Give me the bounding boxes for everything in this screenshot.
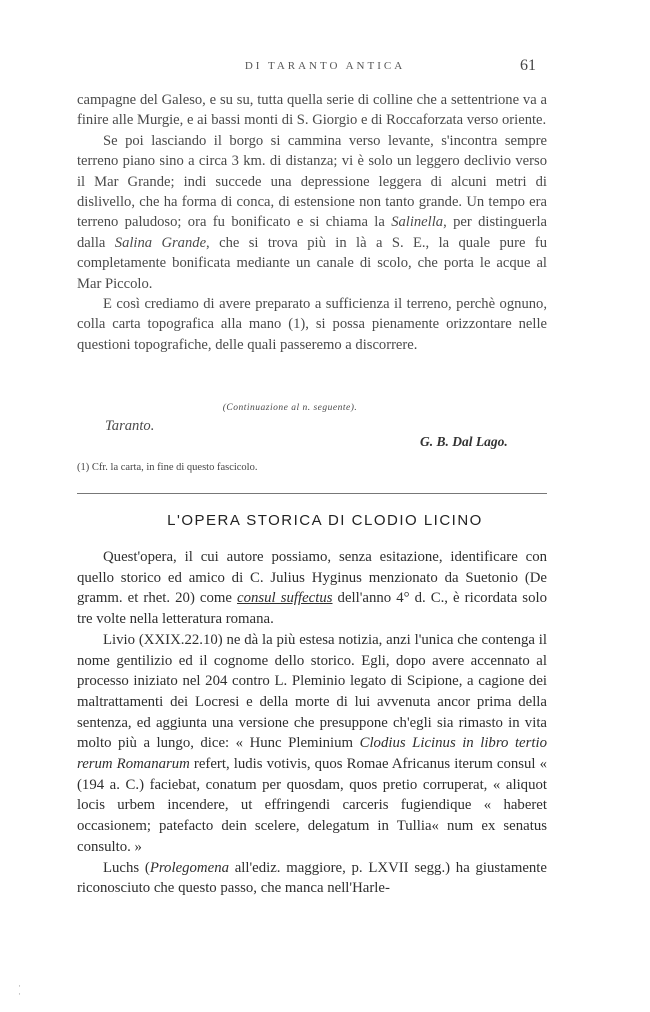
book-title: Prolegomena: [149, 859, 229, 876]
text-run: Livio (XXIX.22.10) ne dà la più estesa notizia, anzi l'unica che contenga il nome gentilizio ed il cognome dello storico. Egli, dopo avere accennato al processo iniziato nel 204 contro L. Pleminio legato di Scipione, a cagione dei maltrattamenti dei Locresi e della morte di lui avvenuta ancor prima della sentenza, ed aggiunta una versione che presuppone ch'egli sia rimasto in vita molto più a lungo, dice: « Hunc Pleminium: [77, 631, 547, 752]
text-run: all'ediz. maggiore, p. LXVII segg.) ha giustamente riconosciuto che questo passo, che manca nell'Harle-: [77, 859, 547, 897]
paragraph: campagne del Galeso, e su su, tutta quella serie di colline che a settentrione va a finire alle Murgie, e ai bassi monti di S. Giorgio e di Roccaforzata verso oriente.: [77, 92, 547, 129]
page-number: 61: [520, 57, 536, 74]
section-divider: [77, 493, 547, 494]
place-signature: Taranto.: [105, 418, 155, 434]
author-signature: G. B. Dal Lago.: [420, 434, 508, 449]
text-run: , che si trova più in là a S. E., la quale pure fu completamente bonificata mediante un canale di scolo, che porta le acque al Mar Piccolo.: [77, 234, 547, 292]
place-name: Salinella: [391, 214, 444, 231]
paragraph: [77, 547, 547, 630]
continuation-note: (Continuazione al n. seguente).: [222, 403, 358, 413]
paragraph: [77, 131, 547, 294]
paragraph: [77, 858, 547, 899]
latin-quote-italic: Clodius Licinus in libro tertio rerum Romanarum: [77, 735, 547, 773]
text-run: , per distinguerla dalla: [77, 214, 547, 251]
margin-speck: · ·: [18, 981, 21, 999]
text-run: Quest'opera, il cui autore possiamo, senza esitazione, identificare con quello storico ed amico di C. Julius Hyginus menzionato da Suetonio (De gramm. et rhet. 20) come: [77, 549, 547, 607]
section-title: L'OPERA STORICA DI CLODIO LICINO: [167, 512, 483, 529]
article-body: [77, 547, 547, 899]
continuation-note-row: [77, 396, 547, 418]
paragraph: [77, 630, 547, 858]
paragraph: E così crediamo di avere preparato a sufficienza il terreno, perchè ognuno, colla carta topografica alla mano (1), si possa pienamente orizzontare nelle questioni topografiche, delle quali passeremo a discorrere.: [77, 296, 547, 353]
place-name: Salina Grande: [114, 234, 207, 251]
running-head: DI TARANTO ANTICA: [244, 60, 406, 72]
article-continuation: [77, 90, 547, 355]
latin-term: consul suffectus: [237, 590, 333, 607]
text-run: refert, ludis votivis, quos Romae Africanus iterum consul « (194 a. C.) faciebat, conatum per quosdam, quos pretio corruperat, « aliquot locis urbem incendere, ut effringendi carceris fugiendique « haberet occasionem; patefacto dein scelere, delegatum in Tullia« num ex senatus consulto. »: [77, 756, 547, 855]
text-run: Luchs (: [103, 859, 150, 876]
text-run: Se poi lasciando il borgo si cammina verso levante, s'incontra sempre terreno piano sino a circa 3 km. di distanza; vi è solo un leggero declivio verso il Mar Grande; indi succede una depressione leggera di alcuni metri di dislivello, che ha forma di conca, di estensione non tanto grande. Un tempo era terreno paludoso; ora fu bonificato e si chiama la: [77, 132, 547, 231]
footnote: (1) Cfr. la carta, in fine di questo fascicolo.: [77, 462, 258, 473]
text-run: dell'anno 4° d. C., è ricordata solo tre volte nella letteratura romana.: [77, 590, 547, 628]
